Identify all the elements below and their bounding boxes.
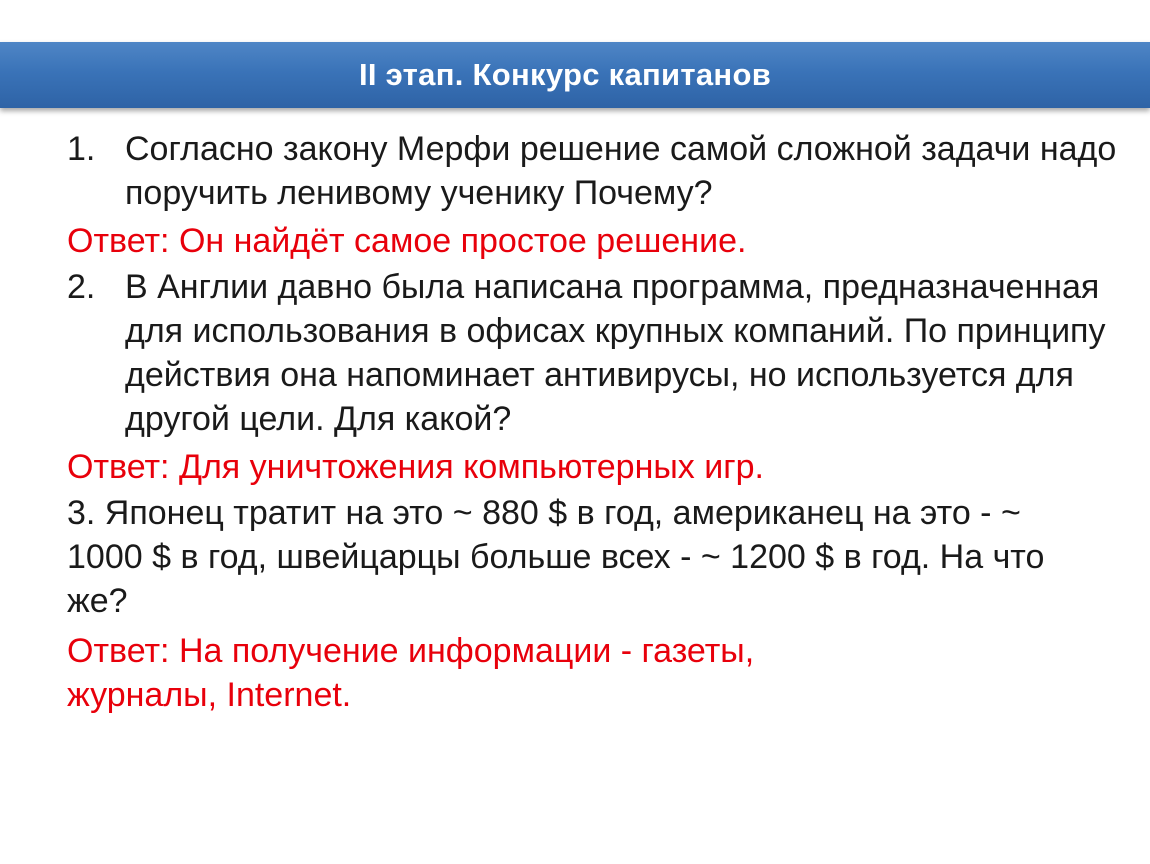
answer-text-1: Ответ: Он найдёт самое простое решение. [67, 222, 747, 260]
question-number: 1. [67, 130, 96, 168]
question-item-1 [67, 127, 1127, 215]
question-number: 2. [67, 268, 96, 306]
question-text: В Англии давно была написана программа, предназначенная для использования в офисах крупных компаний. По принципу действия она напоминает антивирусы, но используется для другой цели. Для какой? [125, 268, 1106, 438]
slide-title-bar [0, 42, 1150, 108]
question-text-3: 3. Японец тратит на это ~ 880 $ в год, американец на это - ~ 1000 $ в год, швейцарцы больше всех - ~ 1200 $ в год. На что же? [67, 494, 1045, 620]
slide-content [67, 127, 1127, 717]
answer-text-2: Ответ: Для уничтожения компьютерных игр. [67, 448, 764, 486]
answer-text-3: Ответ: На получение информации - газеты, журналы, Internet. [67, 632, 755, 714]
question-text: Согласно закону Мерфи решение самой сложной задачи надо поручить ленивому ученику Почему? [125, 130, 1117, 212]
question-item-2 [67, 265, 1127, 441]
slide-title: II этап. Конкурс капитанов [358, 57, 772, 92]
